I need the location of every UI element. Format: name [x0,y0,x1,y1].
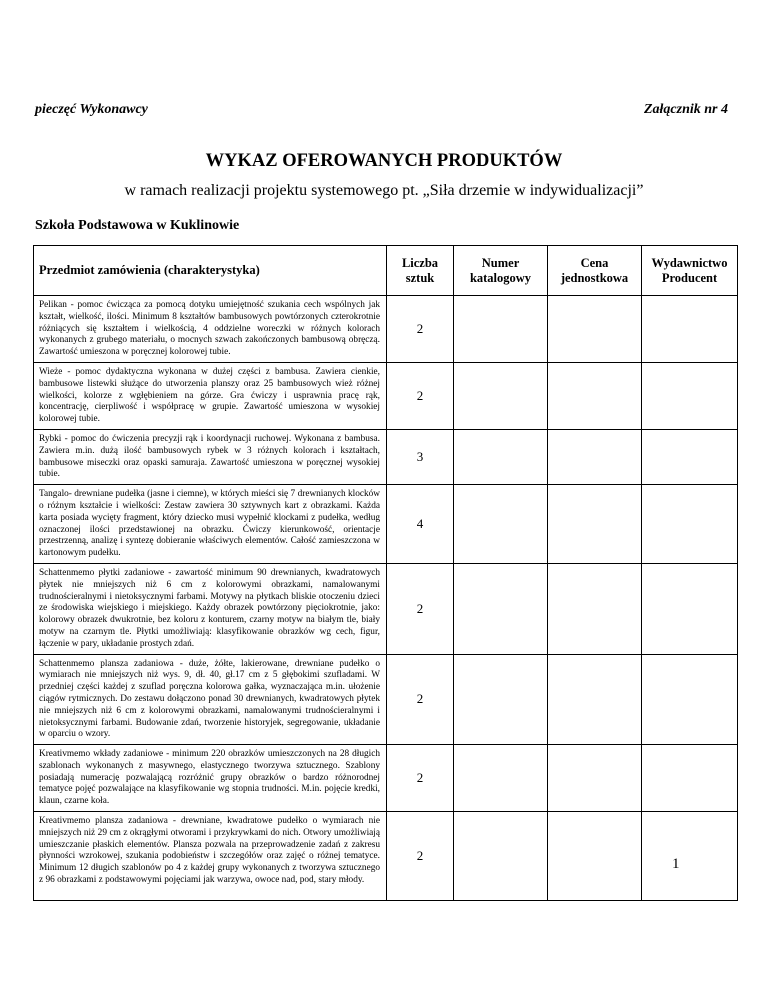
row-catalog-number [454,812,548,901]
row-unit-price [548,429,642,484]
table-row [34,654,738,745]
row-description: Schattenmemo płytki zadaniowe - zawartość minimum 90 drewnianych, kwadratowych płytek nie mniejszych niż 6 cm z kolorowymi obrazkami, namalowanymi trudnościeralnymi i nietoksycznymi farbami. Motywy na płytkach bliskie otoczeniu dzieci ze środowiska wiejskiego i miejskiego. Każdy obrazek powtórzony pięciokrotnie, jako: kolorowy obrazek dwukrotnie, bez koloru z konturem, czarny motyw na białym tle, biały motyw na czarnym tle. Płytki umożliwiają: klasyfikowanie obrazków wg cech, figur, łączenie w pary, układanie prostych zdań. [34,563,387,654]
row-description: Wieże - pomoc dydaktyczna wykonana w dużej części z bambusa. Zawiera cienkie, bambusowe listewki służące do utworzenia planszy oraz 25 bambusowych wież różnej wielkości, kolorze z wgłębieniem na górze. Gra ćwiczy i usprawnia pracę rąk, koncentrację, cierpliwość i współpracę w grupie. Zawartość umieszona w wysokiej kolorowej tubie. [34,362,387,429]
row-catalog-number [454,745,548,812]
row-unit-price [548,296,642,363]
row-catalog-number [454,563,548,654]
page-number: 1 [672,856,680,872]
header-catalog-number: Numer katalogowy [454,246,548,296]
table-row [34,485,738,564]
document-subtitle: w ramach realizacji projektu systemowego pt. „Siła drzemie w indywidualizacji” [124,182,644,199]
table-row [34,745,738,812]
row-catalog-number [454,654,548,745]
row-publisher [642,429,738,484]
row-publisher [642,654,738,745]
row-unit-price [548,812,642,901]
table-row [34,563,738,654]
row-publisher [642,563,738,654]
row-publisher [642,485,738,564]
row-catalog-number [454,296,548,363]
row-description: Kreativmemo wkłady zadaniowe - minimum 220 obrazków umieszczonych na 28 długich szablonach wykonanych z masywnego, elastycznego tworzywa sztucznego. Szablony posiadają numerację pozwalającą rozróżnić grupy obrazków o bardzo różnorodnej tematyce pojęć pozwalające na klasyfikowanie wg stopnia trudności. M.in. pojęcie kredki, klaun, czarne koła. [34,745,387,812]
row-quantity: 2 [387,745,454,812]
row-unit-price [548,654,642,745]
row-publisher [642,812,738,901]
row-quantity: 2 [387,812,454,901]
row-unit-price [548,485,642,564]
row-catalog-number [454,362,548,429]
row-quantity: 2 [387,362,454,429]
row-publisher [642,745,738,812]
row-unit-price [548,745,642,812]
row-publisher [642,296,738,363]
table-row [34,296,738,363]
attachment-label: Załącznik nr 4 [643,102,728,117]
table-row [34,429,738,484]
row-catalog-number [454,429,548,484]
table-row [34,812,738,901]
document-title: WYKAZ OFEROWANYCH PRODUKTÓW [205,151,563,171]
row-description: Rybki - pomoc do ćwiczenia precyzji rąk i koordynacji ruchowej. Wykonana z bambusa. Zawiera m.in. dużą ilość bambusowych rybek w 3 różnych kolorach i kształtach, bambusowe miseczki oraz opaski samuraja. Zawartość umieszona w poręcznej wysokiej tubie. [34,429,387,484]
row-quantity: 3 [387,429,454,484]
table-header-row [34,246,738,296]
row-quantity: 2 [387,654,454,745]
header-quantity: Liczba sztuk [387,246,454,296]
row-description: Kreativmemo plansza zadaniowa - drewniane, kwadratowe pudełko o wymiarach nie mniejszych niż 29 cm z okrągłymi otworami i przykrywkami do nich. Otwory umożliwiają umieszczanie płaskich elementów. Plansza pozwala na przeprowadzenie zadań z zakresu płynności wzrokowej, szukania podobieństw i szczegółów oraz zajęć o różnej tematyce. Minimum 12 długich szablonów po 4 z każdej grupy wykonanych z tworzywa sztucznego z 96 obrazkami z podstawowymi pojęciami jak warzywa, owoce nad, pod, stary młody. [34,812,387,901]
header-unit-price: Cena jednostkowa [548,246,642,296]
row-description: Tangalo- drewniane pudełka (jasne i ciemne), w których mieści się 7 drewnianych klocków o różnym kształcie i wielkości: Zestaw zawiera 30 sztywnych kart z obrazkami. Każda karta posiada wycięty fragment, który dziecko musi wypełnić klockami z pudełka, według oznaczonej ilości przedstawionej na obrazku. Ćwiczy kierunkowość, orientacje przestrzenną, analizę i syntezę dobieranie właściwych elementów. Całość zamieszczona w kartonowym pudełku. [34,485,387,564]
row-unit-price [548,362,642,429]
row-unit-price [548,563,642,654]
seal-label: pieczęć Wykonawcy [35,102,148,117]
row-description: Pelikan - pomoc ćwicząca za pomocą dotyku umiejętność szukania cech wspólnych jak kształt, wielkość, ilości. Minimum 8 kształtów bambusowych powtórzonych czterokrotnie różniących się kształtem i wielkością, 4 oddzielne woreczki w różnych kolorach wykonanych z grubego materiału, o mocnych szwach zakończonych bambusową obręczą. Zawartość umieszona w poręcznej kolorowej tubie. [34,296,387,363]
school-name: Szkoła Podstawowa w Kuklinowie [35,218,240,233]
table-row [34,362,738,429]
products-table [33,245,738,901]
header-description: Przedmiot zamówienia (charakterystyka) [34,246,387,296]
row-quantity: 2 [387,563,454,654]
row-catalog-number [454,485,548,564]
row-quantity: 4 [387,485,454,564]
header-publisher: Wydawnictwo Producent [642,246,738,296]
row-quantity: 2 [387,296,454,363]
row-publisher [642,362,738,429]
row-description: Schattenmemo plansza zadaniowa - duże, żółte, lakierowane, drewniane pudełko o wymiarach nie mniejszych niż wys. 9, dł. 40, gł.17 cm z 5 głębokimi szufladami. W przedniej części każdej z szuflad poręczna kolorowa gałka, wyznaczająca m.in. ułożenie ciągów rytmicznych. Do zestawu dołączono ponad 30 drewnianych, kwadratowych płytek nie mniejszych niż 6 cm z kolorowymi obrazkami, namalowanymi trudnościeralnymi i nietoksycznymi farbami. Budowanie zdań, tworzenie historyjek, segregowanie, układanie w oparciu o wzory. [34,654,387,745]
